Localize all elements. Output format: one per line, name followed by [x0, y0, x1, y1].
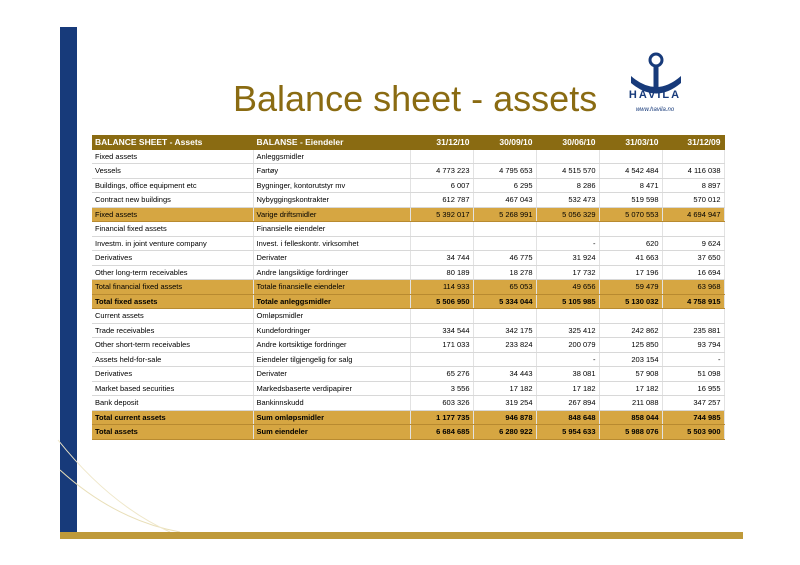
value-cell: 4 795 653	[473, 164, 536, 179]
value-cell: 4 694 947	[662, 207, 724, 222]
value-cell: 17 182	[536, 381, 599, 396]
table-row	[92, 338, 724, 353]
logo-wordmark: HAVILA	[628, 89, 682, 101]
value-cell	[599, 309, 662, 324]
table-header-row	[92, 135, 724, 149]
table-row	[92, 280, 724, 295]
row-label-en: Bank deposit	[92, 396, 253, 411]
row-label-en: Vessels	[92, 164, 253, 179]
table-row	[92, 251, 724, 266]
value-cell	[536, 222, 599, 237]
value-cell: 347 257	[662, 396, 724, 411]
value-cell: 37 650	[662, 251, 724, 266]
value-cell: 5 503 900	[662, 425, 724, 440]
value-cell: 858 044	[599, 410, 662, 425]
value-cell: 51 098	[662, 367, 724, 382]
table-row	[92, 265, 724, 280]
value-cell	[662, 222, 724, 237]
value-cell: 38 081	[536, 367, 599, 382]
table-row	[92, 367, 724, 382]
table-row	[92, 396, 724, 411]
row-label-no: Nybyggingskontrakter	[253, 193, 410, 208]
value-cell: 570 012	[662, 193, 724, 208]
value-cell: 620	[599, 236, 662, 251]
table-row	[92, 178, 724, 193]
value-cell: 34 744	[410, 251, 473, 266]
column-header: 30/06/10	[536, 135, 599, 149]
table-row	[92, 309, 724, 324]
row-label-no: Sum eiendeler	[253, 425, 410, 440]
value-cell: 744 985	[662, 410, 724, 425]
value-cell: 93 794	[662, 338, 724, 353]
value-cell: 17 182	[599, 381, 662, 396]
table-row	[92, 294, 724, 309]
table-row	[92, 323, 724, 338]
row-label-en: Other short-term receivables	[92, 338, 253, 353]
row-label-no: Sum omløpsmidler	[253, 410, 410, 425]
value-cell: 5 056 329	[536, 207, 599, 222]
value-cell: 5 105 985	[536, 294, 599, 309]
row-label-no: Eiendeler tilgjengelig for salg	[253, 352, 410, 367]
value-cell: 57 908	[599, 367, 662, 382]
value-cell: 5 130 032	[599, 294, 662, 309]
row-label-en: Financial fixed assets	[92, 222, 253, 237]
value-cell: 171 033	[410, 338, 473, 353]
row-label-no: Varige driftsmidler	[253, 207, 410, 222]
value-cell: 467 043	[473, 193, 536, 208]
row-label-en: Contract new buildings	[92, 193, 253, 208]
value-cell	[410, 352, 473, 367]
row-label-en: Total financial fixed assets	[92, 280, 253, 295]
value-cell: 319 254	[473, 396, 536, 411]
table-row	[92, 410, 724, 425]
column-header: 31/12/09	[662, 135, 724, 149]
value-cell: 211 088	[599, 396, 662, 411]
value-cell: 114 933	[410, 280, 473, 295]
row-label-en: Derivatives	[92, 251, 253, 266]
value-cell: 946 878	[473, 410, 536, 425]
table-row	[92, 425, 724, 440]
value-cell: 6 280 922	[473, 425, 536, 440]
value-cell: 8 897	[662, 178, 724, 193]
value-cell	[536, 309, 599, 324]
column-header: 30/09/10	[473, 135, 536, 149]
value-cell: 1 177 735	[410, 410, 473, 425]
value-cell	[662, 309, 724, 324]
row-label-no: Kundefordringer	[253, 323, 410, 338]
column-header: BALANSE - Eiendeler	[253, 135, 410, 149]
row-label-no: Derivater	[253, 251, 410, 266]
value-cell: 65 053	[473, 280, 536, 295]
value-cell	[662, 149, 724, 164]
column-header: 31/03/10	[599, 135, 662, 149]
value-cell	[473, 352, 536, 367]
value-cell: 8 471	[599, 178, 662, 193]
value-cell: 17 732	[536, 265, 599, 280]
value-cell: 65 276	[410, 367, 473, 382]
row-label-en: Total assets	[92, 425, 253, 440]
row-label-en: Fixed assets	[92, 149, 253, 164]
value-cell: 267 894	[536, 396, 599, 411]
value-cell: 17 182	[473, 381, 536, 396]
value-cell: 59 479	[599, 280, 662, 295]
value-cell	[410, 236, 473, 251]
value-cell: 4 542 484	[599, 164, 662, 179]
value-cell: 8 286	[536, 178, 599, 193]
value-cell: 16 955	[662, 381, 724, 396]
value-cell	[473, 222, 536, 237]
row-label-no: Andre kortsiktige fordringer	[253, 338, 410, 353]
value-cell: 342 175	[473, 323, 536, 338]
row-label-en: Total current assets	[92, 410, 253, 425]
value-cell: 31 924	[536, 251, 599, 266]
value-cell: 325 412	[536, 323, 599, 338]
value-cell: 5 506 950	[410, 294, 473, 309]
value-cell: 6 295	[473, 178, 536, 193]
table-row	[92, 193, 724, 208]
value-cell: 5 954 633	[536, 425, 599, 440]
value-cell: 41 663	[599, 251, 662, 266]
row-label-no: Bygninger, kontorutstyr mv	[253, 178, 410, 193]
value-cell	[536, 149, 599, 164]
row-label-no: Totale finansielle eiendeler	[253, 280, 410, 295]
column-header: BALANCE SHEET - Assets	[92, 135, 253, 149]
value-cell: 200 079	[536, 338, 599, 353]
value-cell: 49 656	[536, 280, 599, 295]
value-cell: 603 326	[410, 396, 473, 411]
row-label-en: Current assets	[92, 309, 253, 324]
value-cell: 5 268 991	[473, 207, 536, 222]
balance-sheet-table	[92, 135, 725, 440]
value-cell: 4 758 915	[662, 294, 724, 309]
value-cell: 80 189	[410, 265, 473, 280]
row-label-en: Fixed assets	[92, 207, 253, 222]
row-label-no: Markedsbaserte verdipapirer	[253, 381, 410, 396]
table-row	[92, 222, 724, 237]
value-cell: 235 881	[662, 323, 724, 338]
value-cell: -	[536, 352, 599, 367]
value-cell	[410, 309, 473, 324]
value-cell	[473, 149, 536, 164]
row-label-no: Anleggsmidler	[253, 149, 410, 164]
value-cell	[473, 309, 536, 324]
value-cell	[410, 222, 473, 237]
value-cell: 5 334 044	[473, 294, 536, 309]
value-cell: 18 278	[473, 265, 536, 280]
value-cell: 9 624	[662, 236, 724, 251]
value-cell: 125 850	[599, 338, 662, 353]
value-cell: 63 968	[662, 280, 724, 295]
row-label-en: Total fixed assets	[92, 294, 253, 309]
table-row	[92, 164, 724, 179]
row-label-no: Finansielle eiendeler	[253, 222, 410, 237]
row-label-no: Fartøy	[253, 164, 410, 179]
value-cell: 17 196	[599, 265, 662, 280]
value-cell: 242 862	[599, 323, 662, 338]
value-cell	[599, 222, 662, 237]
value-cell: 6 684 685	[410, 425, 473, 440]
table-row	[92, 236, 724, 251]
value-cell: 233 824	[473, 338, 536, 353]
value-cell: 334 544	[410, 323, 473, 338]
value-cell: 5 070 553	[599, 207, 662, 222]
row-label-no: Bankinnskudd	[253, 396, 410, 411]
value-cell: 5 392 017	[410, 207, 473, 222]
value-cell: 4 773 223	[410, 164, 473, 179]
value-cell: 848 648	[536, 410, 599, 425]
value-cell: 612 787	[410, 193, 473, 208]
value-cell: 5 988 076	[599, 425, 662, 440]
row-label-no: Invest. i felleskontr. virksomhet	[253, 236, 410, 251]
row-label-en: Investm. in joint venture company	[92, 236, 253, 251]
row-label-no: Derivater	[253, 367, 410, 382]
row-label-en: Other long-term receivables	[92, 265, 253, 280]
table-row	[92, 381, 724, 396]
row-label-en: Derivatives	[92, 367, 253, 382]
value-cell	[473, 236, 536, 251]
table-row	[92, 149, 724, 164]
value-cell: -	[536, 236, 599, 251]
value-cell: 203 154	[599, 352, 662, 367]
table-row	[92, 352, 724, 367]
bottom-rule	[60, 532, 743, 539]
value-cell: 4 515 570	[536, 164, 599, 179]
row-label-no: Omløpsmidler	[253, 309, 410, 324]
row-label-en: Buildings, office equipment etc	[92, 178, 253, 193]
value-cell	[599, 149, 662, 164]
table-row	[92, 207, 724, 222]
value-cell: 6 007	[410, 178, 473, 193]
slide-title: Balance sheet - assets	[233, 78, 598, 119]
value-cell: 3 556	[410, 381, 473, 396]
value-cell	[410, 149, 473, 164]
value-cell: 532 473	[536, 193, 599, 208]
logo-url: www.havila.no	[635, 107, 675, 113]
value-cell: 519 598	[599, 193, 662, 208]
value-cell: 46 775	[473, 251, 536, 266]
value-cell: 4 116 038	[662, 164, 724, 179]
value-cell: -	[662, 352, 724, 367]
row-label-en: Assets held-for-sale	[92, 352, 253, 367]
row-label-no: Andre langsiktige fordringer	[253, 265, 410, 280]
row-label-en: Market based securities	[92, 381, 253, 396]
row-label-en: Trade receivables	[92, 323, 253, 338]
value-cell: 16 694	[662, 265, 724, 280]
row-label-no: Totale anleggsmidler	[253, 294, 410, 309]
value-cell: 34 443	[473, 367, 536, 382]
column-header: 31/12/10	[410, 135, 473, 149]
